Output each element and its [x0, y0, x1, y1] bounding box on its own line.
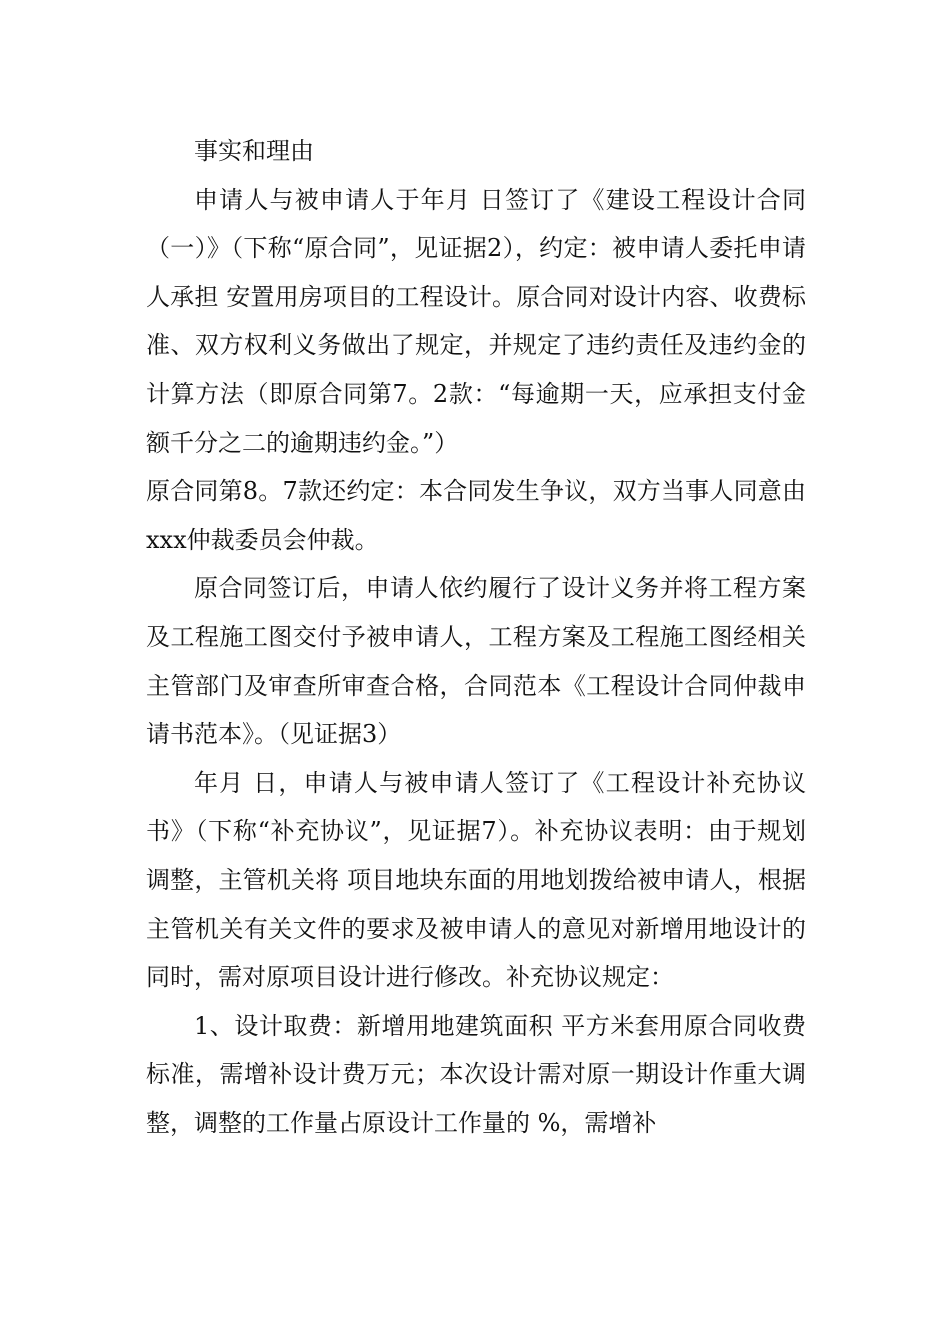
paragraph-contract-performance: 原合同签订后，申请人依约履行了设计义务并将工程方案及工程施工图交付予被申请人，工程方案及工程施工图经相关主管部门及审查所审查合格，合同范本《工程设计合同仲裁申请书范本》。（见证据3）: [146, 574, 806, 749]
paragraph-supplementary-agreement: 年月 日，申请人与被申请人签订了《工程设计补充协议书》（下称“补充协议”，见证据7）。补充协议表明：由于规划调整，主管机关将 项目地块东面的用地划拨给被申请人，根据主管机关有关文件的要求及被申请人的意见对新增用地设计的同时，需对原项目设计进行修改。补充协议规定：: [146, 768, 806, 992]
section-heading: 事实和理由: [194, 137, 314, 165]
paragraph-contract-signing: 申请人与被申请人于年月 日签订了《建设工程设计合同（一）》（下称“原合同”，见证据2），约定：被申请人委托申请人承担 安置用房项目的工程设计。原合同对设计内容、收费标准、双方权利义务做出了规定，并规定了违约责任及违约金的计算方法（即原合同第7。2款：“每逾期一天，应承担支付金额千分之二的逾期违约金。”）: [146, 185, 806, 457]
document-body: [146, 127, 806, 1147]
paragraph-arbitration-clause: 原合同第8。7款还约定：本合同发生争议，双方当事人同意由xxx仲裁委员会仲裁。: [146, 477, 806, 554]
paragraph-design-fee: 1、设计取费：新增用地建筑面积 平方米套用原合同收费标准，需增补设计费万元；本次设计需对原一期设计作重大调整，调整的工作量占原设计工作量的 %，需增补: [146, 1011, 806, 1137]
